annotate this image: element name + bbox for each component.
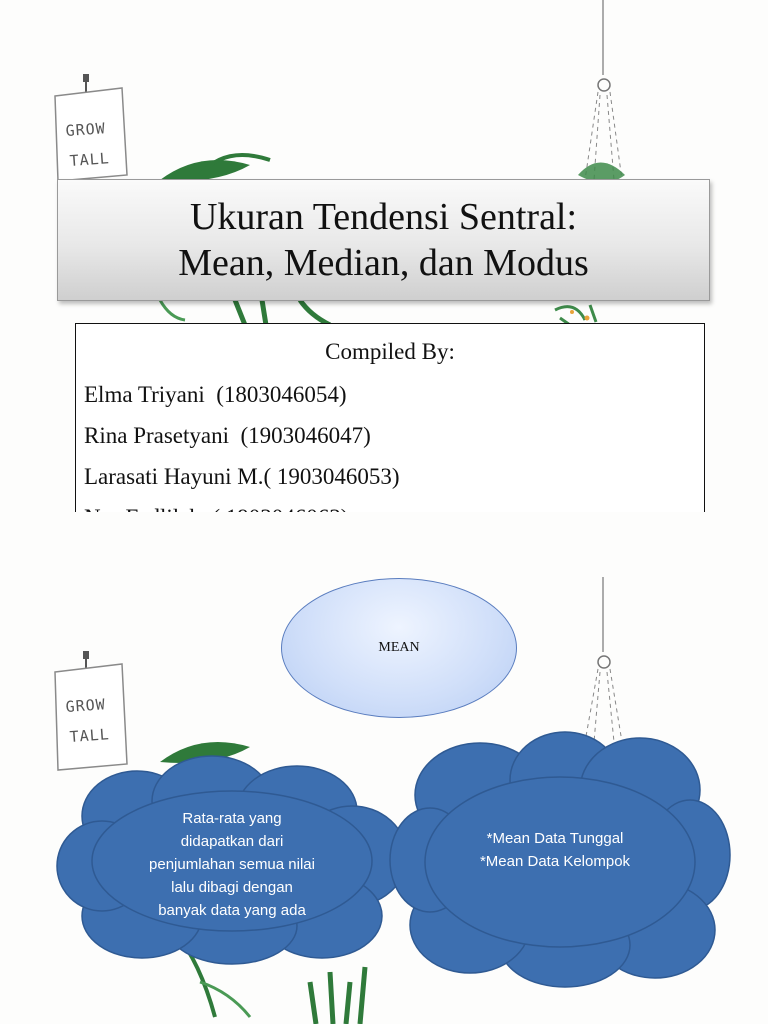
sign-grow-text: GROW [65, 695, 107, 716]
compiled-by-heading: Compiled By: [325, 339, 455, 364]
title-box [57, 179, 710, 301]
definition-cloud [52, 756, 412, 964]
mean-ellipse-label: MEAN [378, 640, 420, 655]
types-text [415, 820, 695, 880]
definition-line: didapatkan dari [180, 832, 284, 850]
mean-ellipse [281, 578, 517, 718]
definition-line: penjumlahan semua nilai [149, 855, 315, 873]
types-cloud [385, 730, 733, 990]
types-line: *Mean Data Tunggal [486, 830, 624, 847]
slide-2 [0, 512, 768, 1024]
author-line: Elma Triyani (1803046054) [84, 382, 347, 407]
definition-line: Rata-rata yang [182, 809, 282, 827]
sign-tall-text: TALL [69, 725, 111, 746]
types-line: *Mean Data Kelompok [479, 853, 631, 870]
title-line-1: Ukuran Tendensi Sentral: [189, 196, 578, 238]
credits-box [75, 323, 705, 535]
title-line-2: Mean, Median, dan Modus [178, 242, 589, 284]
definition-line: lalu dibagi dengan [171, 878, 293, 896]
definition-text [92, 804, 372, 924]
definition-line: banyak data yang ada [158, 901, 306, 919]
author-line: Larasati Hayuni M.( 1903046053) [84, 464, 400, 489]
sign-tall-text: TALL [69, 149, 111, 170]
sign-grow-text: GROW [65, 119, 107, 140]
author-line: Rina Prasetyani (1903046047) [84, 423, 371, 448]
